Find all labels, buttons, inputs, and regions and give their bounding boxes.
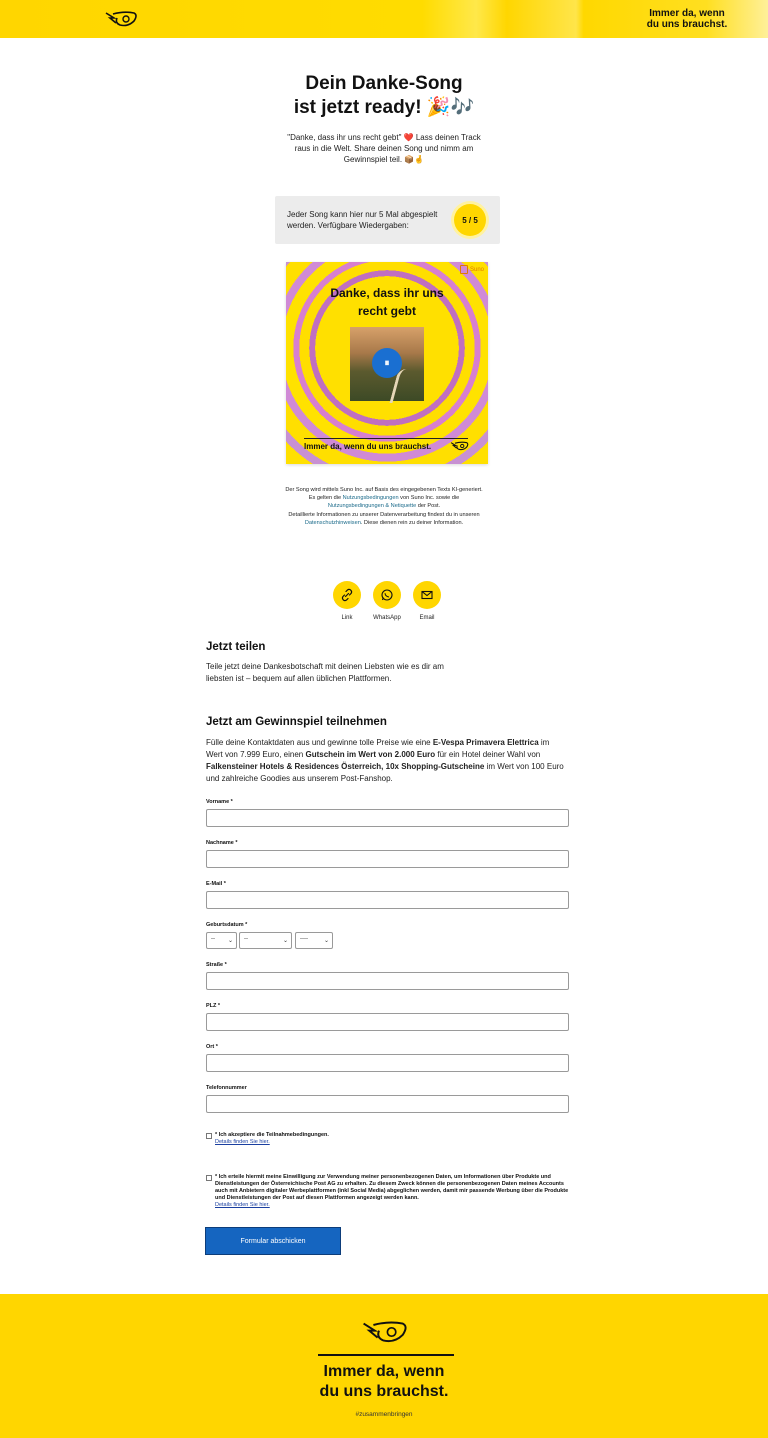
email-icon[interactable]: [413, 581, 441, 609]
birth-year-value: ----: [300, 936, 308, 942]
street-label: Straße *: [206, 962, 227, 968]
submit-form-button[interactable]: Formular abschicken: [206, 1228, 340, 1254]
disclaimer-text: . Diese dienen rein zu deiner Information.: [360, 519, 464, 526]
terms-details-link[interactable]: Details finden Sie hier.: [215, 1139, 270, 1145]
post-horn-logo-icon[interactable]: [104, 9, 140, 29]
first-name-input[interactable]: [206, 809, 569, 827]
contest-text: Fülle deine Kontaktdaten aus und gewinne tolle Preise wie eine: [206, 738, 433, 747]
pause-button[interactable]: ⏸: [372, 348, 402, 378]
share-section-text: Teile jetzt deine Dankesbotschaft mit deinen Liebsten wie es dir am liebsten ist – bequem auf allen üblichen Plattformen.: [206, 662, 444, 683]
footer-slogan-line1: Immer da, wenn: [323, 1363, 445, 1380]
privacy-link[interactable]: Datenschutzhinweisen: [304, 519, 361, 526]
disclaimer-line1: Der Song wird mittels Suno Inc. auf Basis des eingegebenen Texts KI-generiert.: [285, 487, 483, 493]
phone-label: Telefonnummer: [206, 1085, 247, 1091]
footer-divider: [318, 1354, 454, 1356]
zip-input[interactable]: [206, 1013, 569, 1031]
contest-section-text: [206, 737, 566, 785]
share-whatsapp-label: WhatsApp: [373, 615, 401, 621]
suno-brand-label: Suno: [469, 266, 484, 273]
city-label: Ort *: [206, 1044, 218, 1050]
disclaimer-line3: [284, 511, 484, 527]
contest-text: für ein Hotel deiner Wahl von: [435, 750, 541, 759]
song-title: [286, 284, 488, 320]
contest-text: im Wert von 100 Euro und zahlreiche Goodies aus unserem Post-Fanshop.: [206, 762, 564, 783]
last-name-label: Nachname *: [206, 840, 238, 846]
terms-checkbox[interactable]: [206, 1133, 212, 1139]
birth-year-select[interactable]: [295, 932, 333, 949]
email-field[interactable]: [206, 891, 569, 909]
email-label: E-Mail *: [206, 881, 226, 887]
consent-label: * Ich erteile hiermit meine Einwilligung zur Verwendung meiner personenbezogenen Daten, um Informationen über Produkte und Dienstleistungen der Österreichische Post AG zu erhalten. Zu diesem Zweck können die personenbezogenen Daten meines Accounts auch mit Anbietern digitaler Werbeplattformen (inkl Social Media) abgeglichen werden, damit mir passende Werbung über die Produkte und Dienstleistungen der Post auf diesen Plattformen angezeigt werden kann.: [215, 1174, 569, 1201]
disclaimer-text: der Post.: [416, 503, 441, 510]
share-link-label: Link: [341, 615, 353, 621]
footer-slogan-line2: du uns brauchst.: [319, 1383, 449, 1400]
song-card-slogan: Immer da, wenn du uns brauchst.: [304, 442, 432, 451]
contest-text: im Wert von 7.999 Euro, einen: [206, 738, 550, 759]
page-title-line1: Dein Danke-Song: [305, 73, 463, 94]
contest-prize-vespa: E-Vespa Primavera Elettrica: [432, 738, 539, 747]
phone-input[interactable]: [206, 1095, 569, 1113]
city-input[interactable]: [206, 1054, 569, 1072]
chevron-down-icon: ⌄: [282, 938, 288, 944]
birth-day-select[interactable]: [206, 932, 237, 949]
header-tagline: [632, 8, 742, 30]
share-email-label: Email: [419, 615, 435, 621]
header-tagline-line1: Immer da, wenn: [649, 8, 725, 19]
song-card: [286, 262, 488, 464]
link-icon[interactable]: [333, 581, 361, 609]
song-disclaimer: [284, 486, 484, 527]
footer-hashtag: #zusammenbringen: [355, 1411, 413, 1418]
chevron-down-icon: ⌄: [227, 938, 233, 944]
song-title-line2: recht gebt: [357, 304, 416, 318]
consent-text: [215, 1174, 570, 1209]
suno-brand-icon: [460, 265, 468, 274]
song-card-divider: [304, 438, 468, 439]
street-input[interactable]: [206, 972, 569, 990]
play-counter-text: Jeder Song kann hier nur 5 Mal abgespielt werden. Verfügbare Wiedergaben:: [287, 210, 438, 230]
header-tagline-line2: du uns brauchst.: [646, 19, 728, 30]
disclaimer-line2: [284, 494, 484, 510]
hero-subtitle: "Danke, dass ihr uns recht gebt" ❤️ Lass deinen Track raus in die Welt. Share deinen Song und nimm am Gewinnspiel teil. 📦🤞: [287, 133, 481, 164]
terms-label: * Ich akzeptiere die Teilnahmebedingungen.: [215, 1132, 329, 1138]
netiquette-link[interactable]: Nutzungsbedingungen & Netiquette: [327, 503, 417, 510]
play-counter-badge: 5 / 5: [454, 204, 486, 236]
birth-month-value: --: [244, 936, 248, 942]
post-horn-icon: [450, 440, 470, 452]
post-horn-logo-icon: [358, 1318, 414, 1346]
disclaimer-text: Detaillierte Informationen zu unserer Datenverarbeitung findest du in unseren: [288, 511, 480, 518]
share-section-title: Jetzt teilen: [206, 641, 266, 653]
suno-terms-link[interactable]: Nutzungsbedingungen: [342, 495, 399, 502]
consent-checkbox[interactable]: [206, 1175, 212, 1181]
page-title-line2: ist jetzt ready! 🎉🎶: [293, 97, 475, 118]
footer-slogan: [0, 1362, 768, 1402]
header-bar: [0, 0, 768, 38]
contest-prize-hotels: Falkensteiner Hotels & Residences Österreich, 10x Shopping-Gutscheine: [206, 762, 485, 771]
disclaimer-text: von Suno Inc. sowie die: [398, 495, 460, 502]
footer: [0, 1294, 768, 1438]
contest-prize-voucher: Gutschein im Wert von 2.000 Euro: [305, 750, 436, 759]
share-email[interactable]: [402, 581, 452, 621]
birth-month-select[interactable]: [239, 932, 292, 949]
page-title: [0, 72, 768, 120]
play-counter-box: [275, 196, 500, 244]
first-name-label: Vorname *: [206, 799, 233, 805]
suno-brand: [460, 265, 484, 274]
whatsapp-icon[interactable]: [373, 581, 401, 609]
last-name-input[interactable]: [206, 850, 569, 868]
terms-text: [215, 1132, 415, 1146]
zip-label: PLZ *: [206, 1003, 221, 1009]
song-title-line1: Danke, dass ihr uns: [330, 286, 444, 300]
birthdate-label: Geburtsdatum *: [206, 922, 248, 928]
chevron-down-icon: ⌄: [323, 938, 329, 944]
contest-section-title: Jetzt am Gewinnspiel teilnehmen: [206, 716, 387, 728]
consent-details-link[interactable]: Details finden Sie hier.: [215, 1202, 270, 1208]
birth-day-value: --: [211, 936, 215, 942]
disclaimer-text: Es gelten die: [308, 495, 343, 502]
